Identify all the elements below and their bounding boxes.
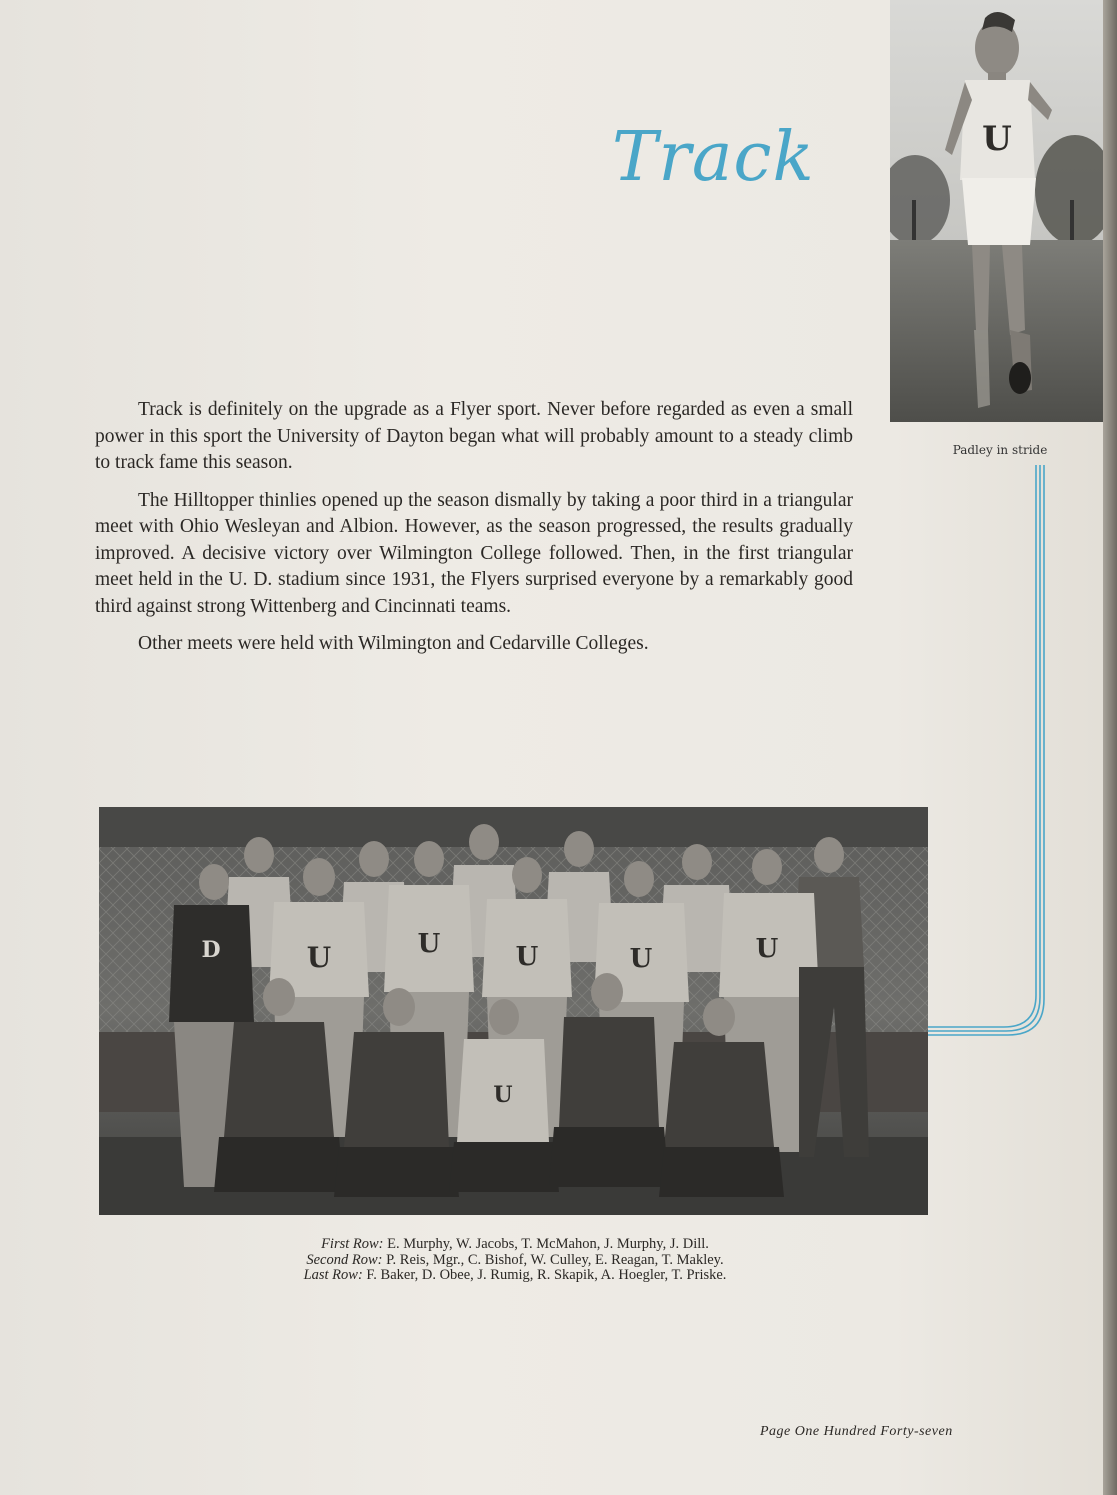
svg-text:U: U — [493, 1082, 513, 1108]
runner-photo-caption: Padley in stride — [952, 443, 1048, 457]
page-number: Page One Hundred Forty-seven — [760, 1424, 953, 1439]
caption-row-second — [180, 1253, 850, 1269]
paragraph: The Hilltopper thinlies opened up the season dismally by taking a poor third in a triangular meet with Ohio Wesleyan and Albion. However, as the season progressed, the results gradually improved. A decisive victory over Wilmington College followed. Then, in the first triangular meet held in the U. D. stadium since 1931, the Flyers surprised everyone by a remarkably good third against strong Wittenberg and Cincinnati teams. — [95, 489, 853, 617]
page-edge — [1103, 0, 1117, 1495]
row-names: F. Baker, D. Obee, J. Rumig, R. Skapik, A. Hoegler, T. Priske. — [366, 1267, 727, 1283]
paragraph: Other meets were held with Wilmington and Cedarville Colleges. — [138, 633, 649, 654]
svg-text:D: D — [201, 937, 221, 963]
caption-row-first — [180, 1237, 850, 1253]
jersey-letter: U — [982, 119, 1012, 159]
row-label: Second Row: — [306, 1251, 383, 1268]
svg-text:U: U — [306, 941, 332, 974]
row-names: P. Reis, Mgr., C. Bishof, W. Culley, E. Reagan, T. Makley. — [386, 1251, 724, 1268]
runner-photo-illustration — [890, 0, 1103, 422]
svg-text:U: U — [515, 942, 539, 972]
team-photo — [99, 807, 928, 1215]
svg-text:U: U — [755, 934, 779, 964]
caption-row-last — [180, 1268, 850, 1284]
row-names: E. Murphy, W. Jacobs, T. McMahon, J. Murphy, J. Dill. — [387, 1236, 709, 1252]
paragraph: Track is definitely on the upgrade as a Flyer sport. Never before regarded as even a small power in this sport the University of Dayton began what will probably amount to a steady climb to track fame this season. — [95, 399, 853, 473]
svg-text:U: U — [417, 929, 441, 959]
row-label: Last Row: — [303, 1267, 363, 1283]
article-body — [95, 397, 853, 669]
decorative-lines — [928, 465, 1048, 1045]
page-title: Track — [612, 118, 815, 197]
row-label: First Row: — [321, 1236, 384, 1252]
svg-text:U: U — [629, 944, 653, 974]
runner-photo — [890, 0, 1103, 422]
team-photo-caption — [180, 1237, 850, 1284]
team-photo-illustration — [99, 807, 928, 1215]
